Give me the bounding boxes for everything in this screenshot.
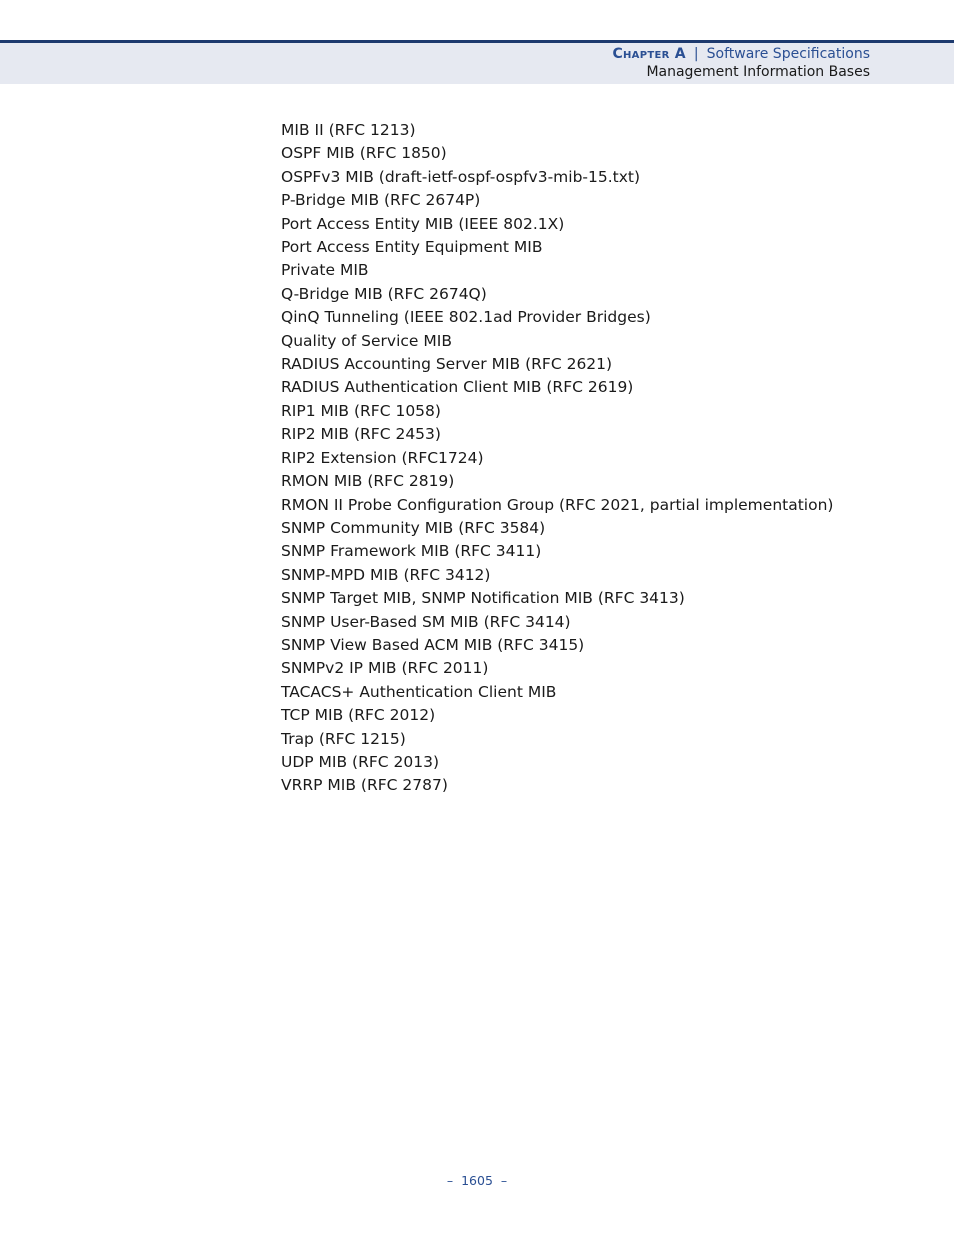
footer-dash-right: –: [500, 1173, 508, 1188]
mib-list-item: Port Access Entity MIB (IEEE 802.1X): [281, 214, 565, 233]
mib-list-item: RADIUS Authentication Client MIB (RFC 2619): [281, 378, 634, 397]
mib-list-item: MIB II (RFC 1213): [281, 121, 416, 139]
mib-list-item: SNMP User-Based SM MIB (RFC 3414): [281, 612, 571, 631]
subsection-title: Management Information Bases: [646, 64, 870, 80]
footer-dash-left: –: [446, 1173, 454, 1188]
header-separator: |: [693, 46, 699, 62]
mib-list-item: OSPFv3 MIB (draft-ietf-ospf-ospfv3-mib-15.txt): [281, 167, 641, 186]
section-title: Software Specifications: [706, 46, 870, 62]
mib-list-item: OSPF MIB (RFC 1850): [281, 144, 447, 163]
mib-list-item: SNMP Community MIB (RFC 3584): [281, 518, 546, 537]
mib-list-item: SNMP View Based ACM MIB (RFC 3415): [281, 635, 585, 654]
mib-list-item: RMON II Probe Configuration Group (RFC 2021, partial implementation): [281, 495, 834, 514]
mib-list-item: UDP MIB (RFC 2013): [281, 752, 440, 771]
mib-list-item: RIP1 MIB (RFC 1058): [281, 401, 441, 420]
mib-list-item: QinQ Tunneling (IEEE 802.1ad Provider Bridges): [281, 308, 651, 327]
mib-list-item: Private MIB: [281, 261, 369, 280]
mib-list-item: RIP2 MIB (RFC 2453): [281, 425, 441, 444]
page-number: 1605: [461, 1173, 493, 1188]
mib-list-item: SNMP Target MIB, SNMP Notification MIB (RFC 3413): [281, 589, 685, 608]
mib-list-item: RMON MIB (RFC 2819): [281, 472, 455, 491]
mib-list-item: RADIUS Accounting Server MIB (RFC 2621): [281, 355, 613, 374]
page-footer: [0, 1173, 954, 1188]
mib-list-item: SNMPv2 IP MIB (RFC 2011): [281, 659, 489, 678]
mib-list-item: SNMP Framework MIB (RFC 3411): [281, 542, 542, 561]
mib-list-item: Port Access Entity Equipment MIB: [281, 238, 543, 257]
mib-list-item: SNMP-MPD MIB (RFC 3412): [281, 565, 491, 584]
mib-list-item: VRRP MIB (RFC 2787): [281, 776, 448, 795]
mib-list-item: P-Bridge MIB (RFC 2674P): [281, 191, 481, 210]
mib-list-item: Q-Bridge MIB (RFC 2674Q): [281, 284, 487, 303]
mib-list-item: TCP MIB (RFC 2012): [281, 706, 436, 725]
chapter-label: Chapter A: [612, 46, 686, 62]
mib-list-item: RIP2 Extension (RFC1724): [281, 448, 484, 467]
running-header-chapter-line: [612, 45, 870, 63]
mib-list-item: TACACS+ Authentication Client MIB: [281, 682, 557, 701]
mib-list-item: Trap (RFC 1215): [281, 729, 406, 748]
mib-list-item: Quality of Service MIB: [281, 331, 452, 350]
mib-list: [281, 119, 833, 798]
